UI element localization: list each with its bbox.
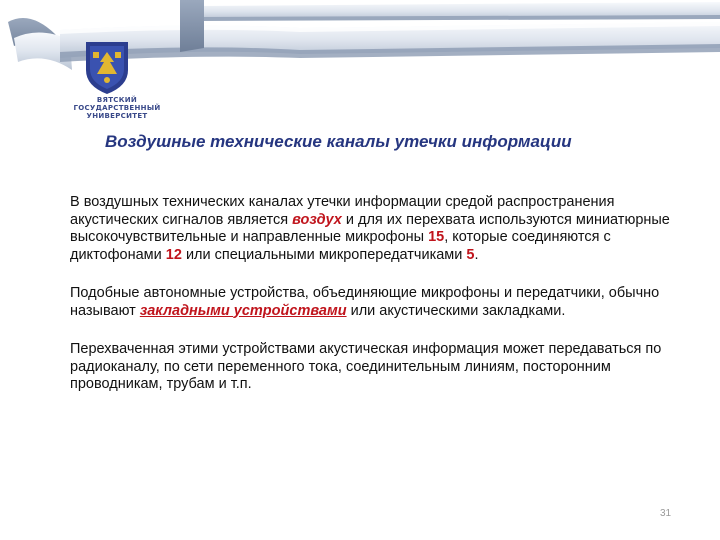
page-number: 31: [660, 508, 672, 519]
university-name: ВЯТСКИЙ ГОСУДАРСТВЕННЫЙ УНИВЕРСИТЕТ: [73, 96, 161, 120]
university-crest-icon: [86, 42, 128, 94]
paragraph-2: Подобные автономные устройства, объединяющие микрофоны и передатчики, обычно называют закладными устройствами или акустическими закладками.: [70, 285, 660, 319]
paragraph-1: В воздушных технических каналах утечки информации средой распространения акустических сигналов является воздух и для их перехвата используются миниатюрные высокочувствительные и направленные микрофоны 15, которые соединяются с диктофонами 12 или специальными микропередатчиками 5.: [70, 194, 670, 263]
header-ribbon: [0, 0, 720, 100]
paragraph-3: Перехваченная этими устройствами акустическая информация может передаваться по радиоканалу, по сети переменного тока, соединительным линиям, посторонним проводникам, трубам и т.п.: [70, 341, 662, 392]
slide-title: Воздушные технические каналы утечки информации: [105, 132, 572, 151]
slide-content: [70, 194, 690, 415]
